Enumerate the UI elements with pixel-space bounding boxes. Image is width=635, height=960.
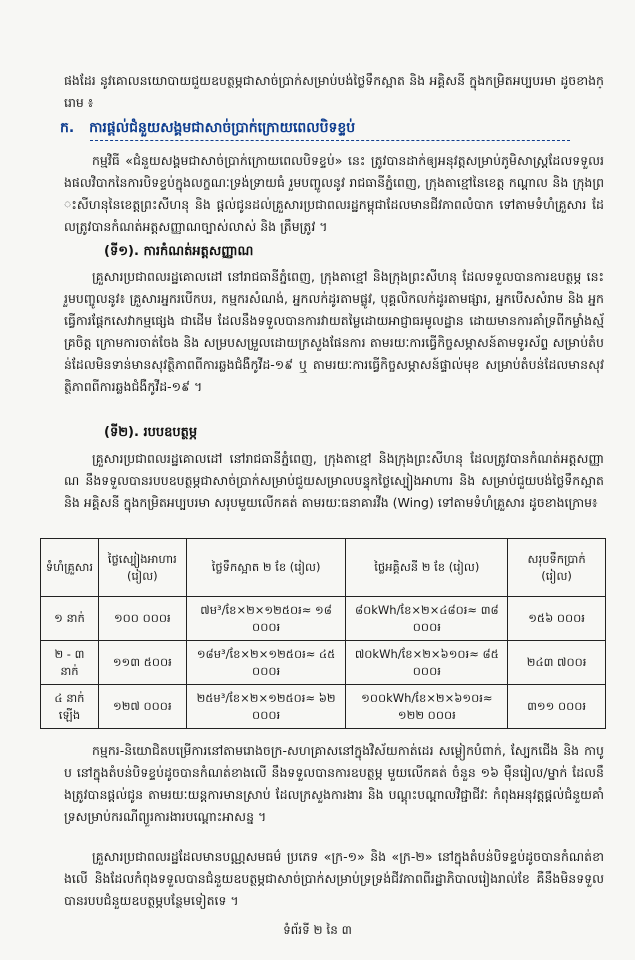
- table-header: ថ្លៃទឹកស្អាត ២ ខែ (រៀល): [186, 539, 346, 597]
- table-header: ថ្លៃស្បៀងអាហារ (រៀល): [98, 539, 186, 597]
- subheading-identification: (ទី១). ការកំណត់អត្តសញ្ញាណ: [104, 244, 254, 259]
- table-row: [41, 641, 606, 685]
- heading-underline: [90, 140, 570, 141]
- table-cell: ២ - ៣ នាក់: [41, 641, 99, 685]
- intro-paragraph: ផងដែរ នូវគោលនយោបាយជួយឧបត្ថម្ភជាសាច់ប្រាក់សម្រាប់បង់ថ្លៃទឹកស្អាត និង អគ្គិសនី ក្នុងកម្រិតអប្បបរមា ដូចខាងក្រោម ៖: [64, 73, 604, 110]
- mechanism-text: គ្រួសារប្រជាពលរដ្ឋគោលដៅ នៅរាជធានីភ្នំពេញ, ក្រុងតាខ្មៅ និងក្រុងព្រះសីហនុ ដែលត្រូវបានកំណត់អត្តសញ្ញាណ នឹងទទួលបានរបបឧបត្ថម្ភជាសាច់ប្រាក់សម្រាប់ជួយសម្រាលបន្ទុកថ្លៃស្បៀងអាហារ និង សម្រាប់ជួយបង់ថ្លៃទឹកស្អាត និង អគ្គិសនី ក្នុងកម្រិតអប្បបរមា សរុបមួយលើកគត់ តាមរយៈធនាគារវីង (Wing) ទៅតាមទំហំគ្រួសារ ដូចខាងក្រោម៖: [64, 451, 604, 510]
- table-cell: ៨០kWh/ខែ×២×៤៨០៛≈ ៣៨ ០០០៛: [346, 597, 508, 641]
- table-cell: ១០០kWh/ខែ×២×៦១០៛≈ ១២២ ០០០៛: [346, 685, 508, 729]
- table-cell: ៤ នាក់ឡើង: [41, 685, 99, 729]
- table-row: [41, 597, 606, 641]
- workers-text: កម្មករ-និយោជិតបម្រើការនៅតាមរោងចក្រ-សហគ្រាសនៅក្នុងវិស័យកាត់ដេរ សម្លៀកបំពាក់, ស្បែកជើង និង កាបូប នៅក្នុងតំបន់បិទខ្ទប់ដូចបានកំណត់ខាងលើ នឹងទទួលបានការឧបត្ថម្ភ មួយលើកគត់ ចំនួន ១៦ ម៉ឺនរៀល/ម្នាក់ ដែលនឹងត្រូវបានផ្ដល់ជូន តាមរយៈយន្តការមានស្រាប់ ដែលក្រសួងការងារ និង បណ្ដុះបណ្ដាលវិជ្ជាជីវៈ កំពុងអនុវត្តផ្ដល់ជំនួយគាំទ្រសម្រាប់ករណីព្យួរការងារបណ្ដោះអាសន្ន ។: [64, 743, 604, 824]
- workers-paragraph: [64, 740, 604, 828]
- idpoor-text: គ្រួសារប្រជាពលរដ្ឋដែលមានបណ្ណសមធម៌ ប្រភេទ «ក្រ-១» និង «ក្រ-២» នៅក្នុងតំបន់បិទខ្ទប់ដូចបានកំណត់ខាងលើ និងដែលកំពុងទទួលបានជំនួយឧបត្ថម្ភជាសាច់ប្រាក់សម្រាប់ទ្រទ្រង់ជីវភាពពីរដ្ឋាភិបាលរៀងរាល់ខែ គឺនឹងមិនទទួលបានរបបជំនួយឧបត្ថម្ភបន្ថែមទៀតទេ ។: [64, 849, 604, 908]
- table-cell: ៣១១ ០០០៛: [508, 685, 606, 729]
- table-header: ទំហំគ្រួសារ: [41, 539, 99, 597]
- section-heading: [60, 118, 580, 139]
- table-header: ថ្លៃអគ្គិសនី ២ ខែ (រៀល): [346, 539, 508, 597]
- mechanism-paragraph: [64, 448, 604, 514]
- table-header-row: [41, 539, 606, 597]
- table-cell: ១៨ម³/ខែ×២×១២៥០៛≈ ៤៥ ០០០៛: [186, 641, 346, 685]
- table-cell: ២៤៣ ៧០០៛: [508, 641, 606, 685]
- program-text: កម្មវិធី «ជំនួយសង្គមជាសាច់ប្រាក់ក្រោយពេលបិទខ្ទប់» នេះ ត្រូវបានដាក់ឲ្យអនុវត្តសម្រាប់ភូមិសាស្ត្រដែលទទួលរងផលវិបាកនៃការបិទខ្ទប់ក្នុងលក្ខណៈទ្រង់ទ្រាយធំ រួមបញ្ចូលនូវ រាជធានីភ្នំពេញ, ក្រុងតាខ្មៅនៃខេត្ត កណ្ដាល និង ក្រុងព្រះសីហនុនៃខេត្តព្រះសីហនុ និង ផ្ដល់ជូនដល់គ្រួសារប្រជាពលរដ្ឋកម្ពុជាដែលមានជីវភាពលំបាក ទៅតាមទំហំគ្រួសារ ដែលត្រូវបានកំណត់អត្តសញ្ញាណច្បាស់លាស់ និង ត្រឹមត្រូវ ។: [64, 153, 604, 234]
- section-title: ការផ្ដល់ជំនួយសង្គមជាសាច់ប្រាក់ក្រោយពេលបិទខ្ទប់: [89, 120, 356, 136]
- table-cell: ១ នាក់: [41, 597, 99, 641]
- table-cell: ១២៧ ០០០៛: [98, 685, 186, 729]
- table-cell: ៧០kWh/ខែ×២×៦១០៛≈ ៨៥ ០០០៛: [346, 641, 508, 685]
- idpoor-paragraph: [64, 846, 604, 912]
- table-cell: ៧ម³/ខែ×២×១២៥០៛≈ ១៨ ០០០៛: [186, 597, 346, 641]
- identification-paragraph: [64, 266, 604, 398]
- table-header: សរុបទឹកប្រាក់ (រៀល): [508, 539, 606, 597]
- page-number: ទំព័រទី ២ នៃ ៣: [283, 923, 352, 937]
- table-cell: ១១៣ ៥០០៛: [98, 641, 186, 685]
- table-cell: ១៥៦ ០០០៛: [508, 597, 606, 641]
- table-cell: ១០០ ០០០៛: [98, 597, 186, 641]
- program-paragraph: [64, 150, 604, 238]
- subheading-mechanism: (ទី២). របបឧបត្ថម្ភ: [104, 425, 198, 440]
- section-letter: ក.: [60, 120, 75, 136]
- table-cell: ២៥ម³/ខែ×២×១២៥០៛≈ ៦២ ០០០៛: [186, 685, 346, 729]
- identification-text: គ្រួសារប្រជាពលរដ្ឋគោលដៅ នៅរាជធានីភ្នំពេញ, ក្រុងតាខ្មៅ និងក្រុងព្រះសីហនុ ដែលទទួលបានការឧបត្ថម្ភ នេះ រួមបញ្ចូលនូវ៖ គ្រួសារអ្នករបើកបរ, កម្មករសំណង់, អ្នកលក់ដូរតាមផ្លូវ, បុគ្គលិកលក់ដូរតាមផ្សារ, អ្នកបើសសំរាម និង អ្នកធ្វើការផ្ដែកសេវាកម្មផ្សេង ជាដើម ដែលនឹងទទួលបានការវាយតម្លៃដោយអាជ្ញាធរមូលដ្ឋាន ដោយមានការគាំទ្រពីកម្លាំងស្ម័គ្រចិត្ត ក្រោមការចាត់ចែង និង សម្របសម្រួលដោយក្រសួងផែនការ តាមរយៈការធ្វើកិច្ចសម្ភាសន៍តាមទូរស័ព្ទ សម្រាប់តំបន់ដែលមិនទាន់មានសុវត្ថិភាពពីការឆ្លងជំងឺកូវីដ-១៩ ឬ តាមរយៈការធ្វើកិច្ចសម្ភាសន៍ផ្ទាល់មុខ សម្រាប់តំបន់ដែលមានសុវត្ថិភាពពីការឆ្លងជំងឺកូវីដ-១៩ ។: [64, 269, 604, 394]
- table-row: [41, 685, 606, 729]
- support-table: [40, 538, 606, 729]
